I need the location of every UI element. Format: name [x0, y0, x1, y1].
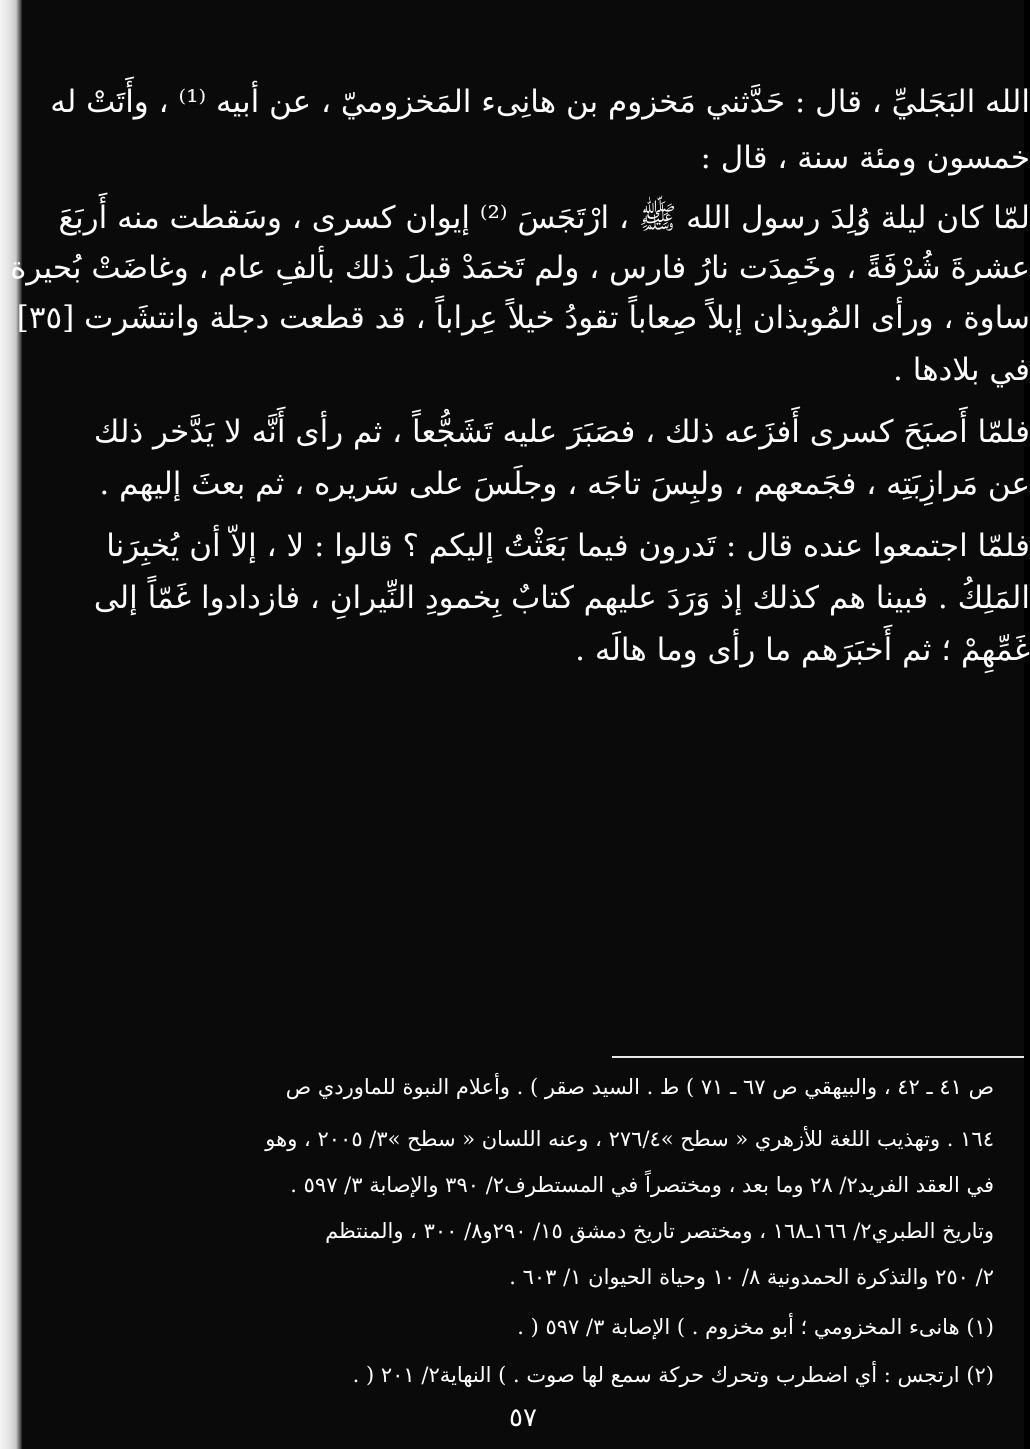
body-line: لمّا كان ليلة وُلِدَ رسول الله ﷺ ، ارْتَجَسَ ⁽²⁾ إيوان كسرى ، وسَقطت منه أَربَعَ: [58, 200, 1030, 236]
body-line: فلمّا اجتمعوا عنده قال : تَدرون فيما بَعَثْتُ إليكم ؟ قالوا : لا ، إلاّ أن يُخبِرَنا: [106, 528, 1030, 564]
footnote-separator: [612, 1056, 1024, 1058]
body-line: عن مَرازِبَتِه ، فجَمعهم ، ولبِسَ تاجَه ، وجلَسَ على سَريره ، ثم بعثَ إليهم .: [99, 466, 1030, 502]
footnote-line: ص ٤١ ـ ٤٢ ، والبيهقي ص ٦٧ ـ ٧١ ) ط . السيد صقر ) . وأعلام النبوة للماوردي ص: [285, 1075, 994, 1099]
body-line: في بلادها .: [893, 352, 1030, 388]
body-line: فلمّا أَصبَحَ كسرى أَفزَعه ذلك ، فصَبَرَ عليه تَشَجُّعاً ، ثم رأى أَنَّه لا يَدَّخر ذلك: [93, 414, 1030, 450]
body-line: ساوة ، ورأى المُوبذان إبلاً صِعاباً تقودُ خيلاً عِراباً ، قد قطعت دجلة وانتشَرت [٣٥]: [16, 300, 1030, 336]
footnote-line: ٢/ ٢٥٠ والتذكرة الحمدونية ٨/ ١٠ وحياة الحيوان ١/ ٦٠٣ .: [509, 1265, 994, 1289]
page-number: ٥٧: [509, 1403, 537, 1433]
body-line: الله البَجَليِّ ، قال : حَدَّثني مَخزوم بن هانِىء المَخزوميّ ، عن أبيه ⁽¹⁾ ، وأَتَتْ له: [50, 84, 1030, 120]
body-line: خمسون ومئة سنة ، قال :: [700, 140, 1030, 176]
footnote-line: في العقد الفريد٢/ ٢٨ وما بعد ، ومختصراً في المستطرف٢/ ٣٩٠ والإصابة ٣/ ٥٩٧ .: [290, 1173, 994, 1197]
footnote-line: (٢) ارتجس : أي اضطرب وتحرك حركة سمع لها صوت . ) النهاية٢/ ٢٠١ ( .: [352, 1363, 994, 1387]
body-line: غَمِّهِمْ ؛ ثم أَخبَرَهم ما رأى وما هالَه .: [575, 632, 1030, 668]
scan-page-edge: [0, 0, 22, 1449]
footnote-line: (١) هانىء المخزومي ؛ أبو مخزوم . ) الإصابة ٣/ ٥٩٧ ( .: [517, 1315, 994, 1339]
footnote-line: وتاريخ الطبري٢/ ١٦٦ـ١٦٨ ، ومختصر تاريخ دمشق ١٥/ ٢٩٠و٨/ ٣٠٠ ، والمنتظم: [325, 1219, 994, 1243]
book-page: [10, 0, 1030, 1449]
body-line: المَلِكُ . فبينا هم كذلك إذ وَرَدَ عليهم كتابٌ بِخمودِ النِّيرانِ ، فازدادوا غَمّاً إلى: [93, 580, 1030, 616]
body-line: عشرةَ شُرْفَةً ، وخَمِدَت نارُ فارس ، ولم تَخمَدْ قبلَ ذلك بألفِ عام ، وغاضَتْ بُحيرة: [10, 250, 1030, 286]
footnote-line: ١٦٤ . وتهذيب اللغة للأزهري « سطح »٢٧٦/٤ ، وعنه اللسان « سطح »٣/ ٢٠٠٥ ، وهو: [265, 1127, 994, 1151]
